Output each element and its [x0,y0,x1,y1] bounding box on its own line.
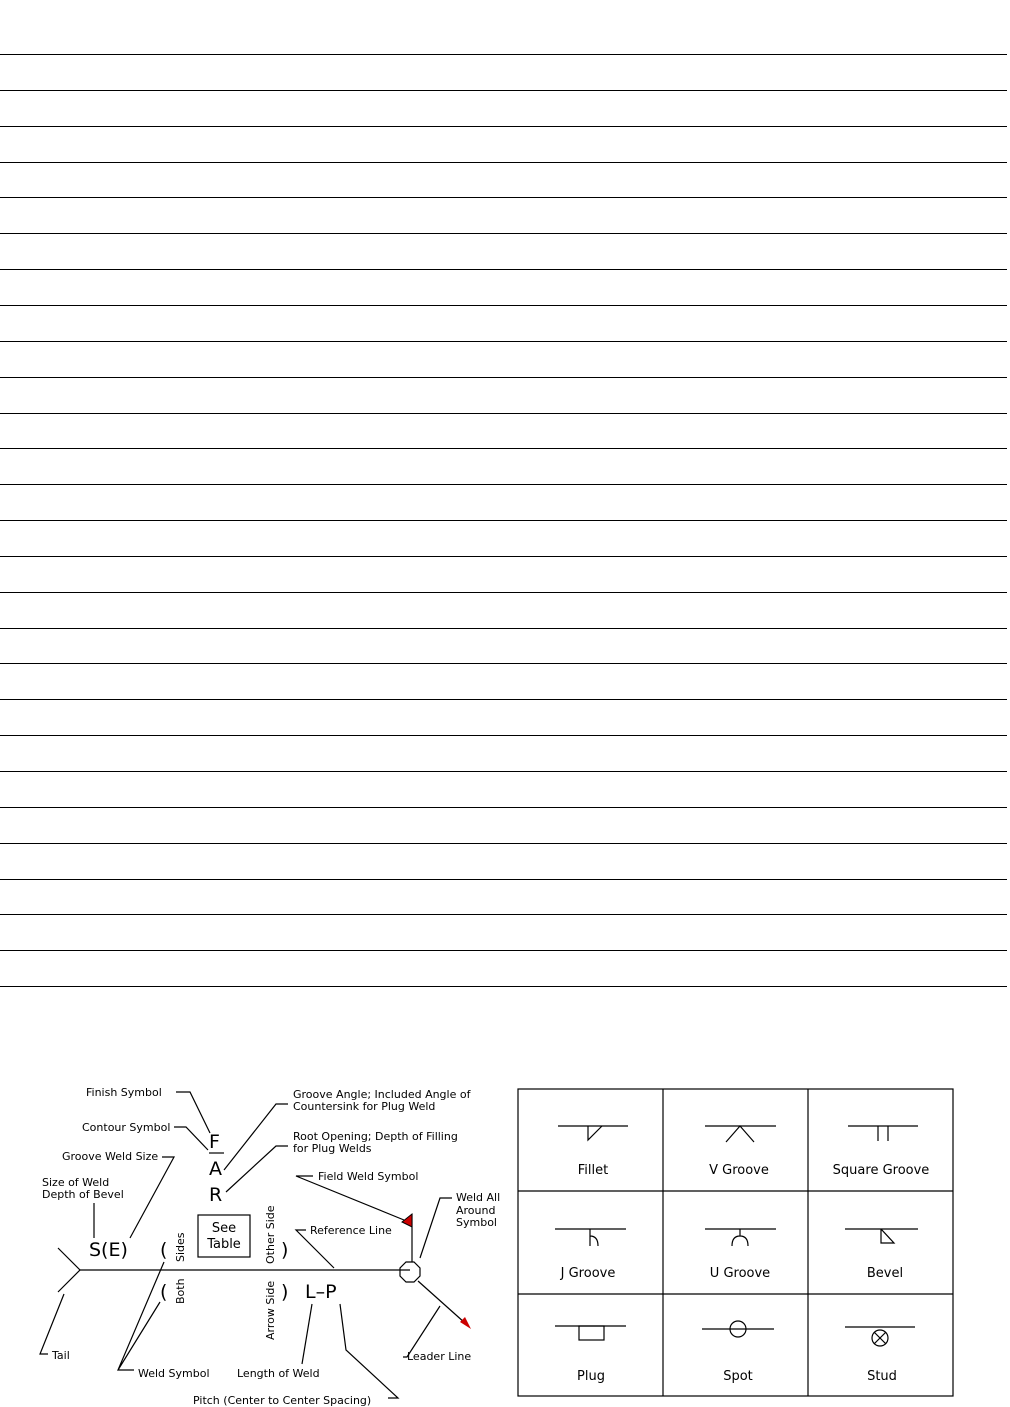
u-groove-icon [705,1229,776,1246]
label-depth-of-bevel: Depth of Bevel [42,1188,124,1201]
label-groove-angle-2: Countersink for Plug Weld [293,1100,436,1113]
label-tail: Tail [52,1349,70,1362]
callout-groove-size [130,1157,174,1238]
paren-both-left: ( [160,1281,168,1303]
label-groove-angle-1: Groove Angle; Included Angle of [293,1088,471,1101]
cell-label-v-groove: V Groove [709,1163,769,1178]
vertical-both: Both [174,1278,187,1304]
paren-sides-left: ( [160,1239,168,1261]
cell-label-bevel: Bevel [866,1266,904,1281]
j-groove-icon [555,1229,626,1246]
see-table-line-1: See [211,1221,237,1236]
callout-weld-symbol [118,1262,164,1370]
label-field-weld-symbol: Field Weld Symbol [318,1170,419,1183]
callout-weld-all [420,1198,452,1258]
square-groove-icon [848,1126,918,1141]
bevel-icon [845,1229,918,1243]
callout-contour [174,1127,208,1150]
label-root-opening-1: Root Opening; Depth of Filling [293,1130,458,1143]
cell-label-fillet: Fillet [577,1163,609,1178]
label-size-of-weld: Size of Weld [42,1176,110,1189]
letter-se: S(E) [89,1239,128,1261]
cell-label-spot: Spot [723,1369,753,1384]
callout-root-opening [226,1146,288,1192]
label-weld-symbol: Weld Symbol [138,1367,210,1380]
label-weld-all-1: Weld All [456,1191,501,1204]
label-root-opening-2: for Plug Welds [293,1142,372,1155]
weld-symbol-table [518,1089,953,1396]
v-groove-icon [705,1126,776,1142]
letter-a: A [209,1158,222,1180]
tail-fork [58,1248,80,1292]
callout-pitch [340,1304,398,1398]
cell-label-j-groove: J Groove [560,1266,616,1281]
cell-label-square-groove: Square Groove [832,1163,930,1178]
label-contour-symbol: Contour Symbol [82,1121,171,1134]
spot-icon [702,1321,774,1337]
weld-all-around-icon [400,1262,420,1282]
field-weld-flag-icon [402,1214,412,1227]
label-pitch: Pitch (Center to Center Spacing) [193,1394,372,1407]
see-table-line-2: Table [207,1237,241,1252]
label-length-of-weld: Length of Weld [237,1367,320,1380]
cell-label-stud: Stud [867,1369,897,1384]
paren-arrow-right: ) [281,1281,289,1303]
callout-tail [40,1294,64,1354]
callout-length [302,1304,312,1364]
letter-lp: L–P [305,1281,337,1303]
letter-f: F [209,1131,220,1153]
label-weld-all-3: Symbol [456,1216,497,1229]
label-reference-line: Reference Line [310,1224,392,1237]
vertical-other-side: Other Side [264,1205,277,1264]
callout-groove-angle [224,1104,288,1170]
cell-label-plug: Plug [577,1369,605,1384]
paren-other-right: ) [281,1239,289,1261]
letter-r: R [209,1184,223,1206]
cell-label-u-groove: U Groove [709,1266,771,1281]
weld-symbol-diagram [40,1086,500,1407]
arrowhead-icon [460,1317,471,1329]
fillet-icon [558,1126,628,1140]
vertical-arrow-side: Arrow Side [264,1280,277,1340]
label-groove-weld-size: Groove Weld Size [62,1150,159,1163]
stud-icon [845,1327,915,1346]
vertical-sides: Sides [174,1232,187,1262]
label-leader-line: Leader Line [407,1350,472,1363]
label-finish-symbol: Finish Symbol [86,1086,162,1099]
label-weld-all-2: Around [456,1204,496,1217]
leader-line [418,1281,465,1323]
plug-icon [555,1326,626,1340]
weld-diagram [0,1060,1010,1407]
